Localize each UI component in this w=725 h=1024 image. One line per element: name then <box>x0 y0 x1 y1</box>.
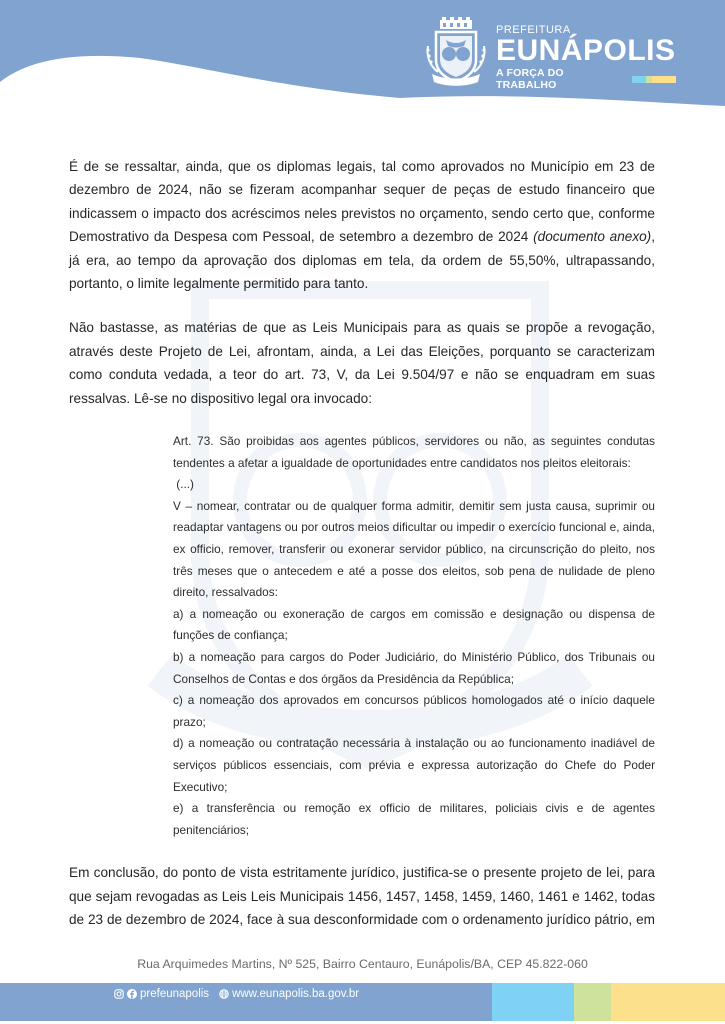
facebook-icon[interactable] <box>127 989 137 999</box>
brand-prefix: PREFEITURA <box>496 24 571 36</box>
footer-address: Rua Arquimedes Martins, Nº 525, Bairro Centauro, Eunápolis/BA, CEP 45.822-060 <box>137 957 588 971</box>
citation-line: Art. 73. São proibidas aos agentes públicos, servidores ou não, as seguintes condutas tendentes a afetar a igualdade de oportunidades entre candidatos nos pleitos eleitorais: <box>173 434 655 470</box>
paragraph-electoral-law: Não bastasse, as matérias de que as Leis Municipais para as quais se propõe a revogação, através deste Projeto de Lei, afrontam, ainda, a Lei das Eleições, porquanto se caracterizam como conduta vedada, a teor do art. 73, V, da Lei 9.504/97 e não se enquadram em suas ressalvas. Lê-se no dispositivo legal ora invocado: <box>69 320 655 406</box>
website-link[interactable]: www.eunapolis.ba.gov.br <box>232 988 360 1000</box>
citation-line: e) a transferência ou remoção ex officio de militares, policiais civis e de agentes penitenciários; <box>173 801 655 837</box>
citation-line: V – nomear, contratar ou de qualquer forma admitir, demitir sem justa causa, suprimir ou readaptar vantagens ou por outros meios dificultar ou impedir o exercício funcional e, ainda, ex officio, remover, transferir ou exonerar servidor público, na circunscrição do pleito, nos três meses que o antecedem e até a posse dos eleitos, sob pena de nulidade de pleno direito, ressalvados: <box>173 498 655 600</box>
footer-segment-light-blue <box>492 983 574 1021</box>
paragraph-text: É de se ressaltar, ainda, que os diplomas legais, tal como aprovados no Município em 23 de dezembro de 2024, não se fizeram acompanhar sequer de peças de estudo financeiro que indicassem o impacto dos acréscimos neles previstos no orçamento, sendo certo que, conforme Demostrativo da Despesa com Pessoal, de setembro a dezembro de 2024 <box>69 159 655 245</box>
footer-bar <box>0 983 725 1021</box>
citation-line: a) a nomeação ou exoneração de cargos em comissão e designação ou dispensa de funções de confiança; <box>173 606 655 643</box>
footer-segment-green <box>574 983 611 1021</box>
bar-yellow <box>652 76 676 83</box>
footer-segment-yellow <box>611 983 725 1021</box>
citation-line: c) a nomeação dos aprovados em concursos públicos homologados até o início daquele prazo; <box>173 693 655 729</box>
bar-light-blue <box>632 76 646 83</box>
paragraph-financial-impact <box>69 155 655 295</box>
brand-color-bars <box>632 76 676 83</box>
social-handle-link[interactable]: prefeunapolis <box>140 988 210 1000</box>
citation-line: (...) <box>173 477 194 492</box>
globe-icon <box>219 989 229 999</box>
brand-text <box>496 24 676 91</box>
document-body <box>69 155 655 953</box>
brand-slogan: A FORÇA DO TRABALHO <box>496 67 564 91</box>
instagram-icon[interactable] <box>114 989 124 999</box>
paragraph-conclusion: Em conclusão, do ponto de vista estritamente jurídico, justifica-se o presente projeto de lei, para que sejam revogadas as Leis Leis Municipais 1456, 1457, 1458, 1459, 1460, 1461 e 1462, todas de 23 de dezembro de 2024, face à sua desconformidade com o ordenamento jurídico pátrio, em <box>69 865 655 928</box>
legal-citation-block <box>173 431 655 841</box>
citation-line: d) a nomeação ou contratação necessária à instalação ou ao funcionamento inadiável de serviços públicos essenciais, com prévia e expressa autorização do Chefe do Poder Executivo; <box>173 736 655 794</box>
footer-links <box>114 988 359 1000</box>
citation-line: b) a nomeação para cargos do Poder Judiciário, do Ministério Público, dos Tribunais ou Conselhos de Contas e dos órgãos da Presidência da República; <box>173 650 655 686</box>
paragraph-text: , já era, ao tempo da aprovação dos diplomas em tela, da ordem de 55,50%, ultrapassando, portanto, o limite legalmente permitido para tanto. <box>69 229 655 292</box>
coat-of-arms-icon <box>420 16 492 90</box>
prefeitura-logo <box>420 16 676 91</box>
brand-name: EUNÁPOLIS <box>496 34 676 67</box>
attachment-reference: (documento anexo) <box>533 229 652 245</box>
